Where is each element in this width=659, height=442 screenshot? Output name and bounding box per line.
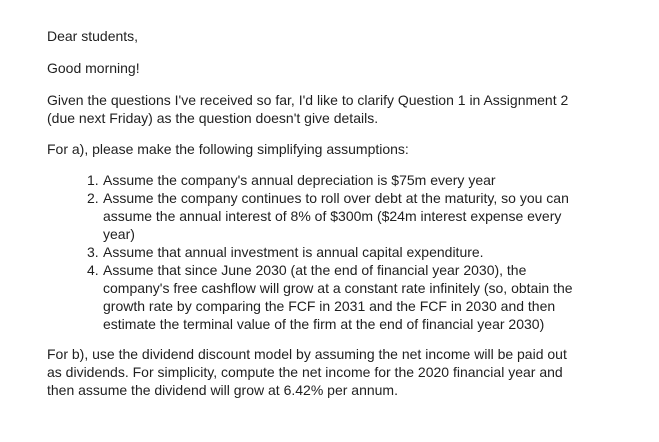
assumption-item xyxy=(87,171,647,189)
assumption-text: Assume the company continues to roll over debt at the maturity, so you can assume the annual interest of 8% of $300m ($24m interest expense every year) xyxy=(103,190,569,242)
part-a-intro: For a), please make the following simplifying assumptions: xyxy=(47,141,409,157)
assumption-item xyxy=(87,243,647,261)
assumptions-list xyxy=(47,171,647,333)
assumption-text: Assume the company's annual depreciation is $75m every year xyxy=(103,172,496,188)
assumption-number: 1. xyxy=(87,172,99,188)
greeting: Dear students, xyxy=(47,28,139,44)
part-b-paragraph: For b), use the dividend discount model by assuming the net income will be paid out as dividends. For simplicity, compute the net income for the 2020 financial year and then assume the dividend will grow at 6.42% per annum. xyxy=(47,346,567,398)
assumption-item xyxy=(87,189,581,243)
salutation: Good morning! xyxy=(47,60,140,76)
email-body xyxy=(47,27,647,399)
assumption-number: 2. xyxy=(87,190,99,206)
assumption-text: Assume that annual investment is annual capital expenditure. xyxy=(103,244,484,260)
clarification-paragraph: Given the questions I've received so far, I'd like to clarify Question 1 in Assignment 2 (due next Friday) as the question doesn't give details. xyxy=(47,92,569,126)
assumption-text: Assume that since June 2030 (at the end of financial year 2030), the company's free cashflow will grow at a constant rate infinitely (so, obtain the growth rate by comparing the FCF in 2031 and the FCF in 2030 and then estimate the terminal value of the firm at the end of financial year 2030) xyxy=(103,262,573,332)
assumption-item xyxy=(87,261,581,333)
assumption-number: 4. xyxy=(87,262,99,278)
assumption-number: 3. xyxy=(87,244,99,260)
